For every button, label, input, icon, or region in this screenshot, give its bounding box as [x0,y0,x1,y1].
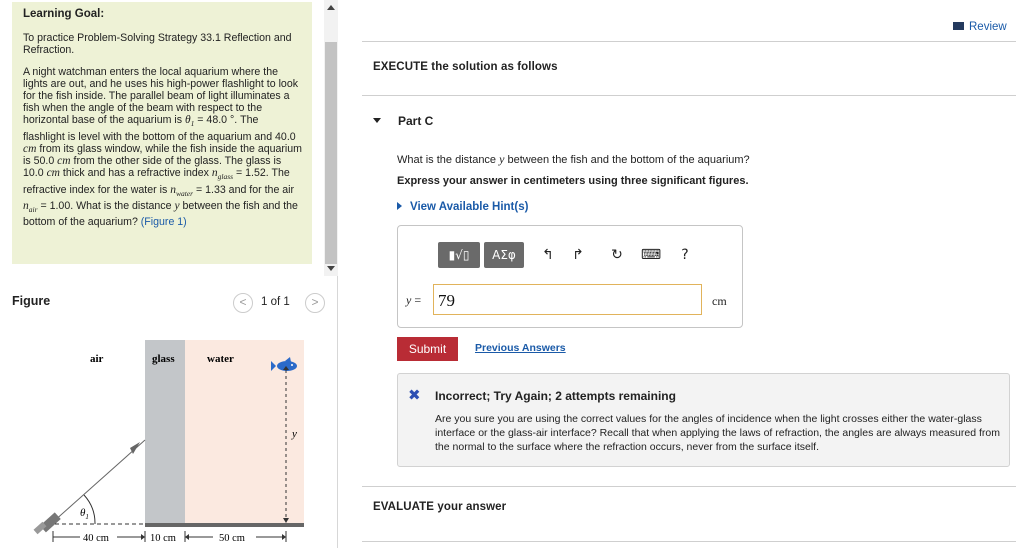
next-figure-button[interactable]: > [305,293,325,313]
learning-goal-title: Learning Goal: [23,8,105,20]
flashlight-icon [34,512,61,534]
part-c-toggle[interactable]: Part C [373,114,433,128]
aquarium-figure [0,330,338,548]
left-scrollbar[interactable] [324,0,338,276]
undo-icon[interactable]: ↰ [542,247,554,263]
divider [362,486,1016,487]
left-pane [0,0,338,548]
answer-variable-label: y = [406,293,422,307]
y-label: y [292,428,297,440]
keyboard-icon[interactable]: ⌨ [640,247,662,263]
execute-heading: EXECUTE the solution as follows [373,61,558,73]
scroll-down-arrow-icon[interactable] [327,266,335,271]
answer-box [397,225,743,328]
previous-answers-link[interactable]: Previous Answers [475,342,566,354]
divider [362,41,1016,42]
learning-goal-panel [12,2,312,264]
light-beam [53,440,145,522]
scroll-thumb[interactable] [325,42,337,264]
scroll-up-arrow-icon[interactable] [327,5,335,10]
glass-window [145,340,185,525]
aquarium-base [145,523,304,527]
learning-goal-intro: To practice Problem-Solving Strategy 33.1 Reflection and Refraction. [23,32,292,57]
book-icon [953,22,964,30]
templates-button[interactable]: ▮√▯ [438,242,480,268]
air-label: air [90,353,104,365]
submit-button[interactable]: Submit [397,337,458,361]
caret-down-icon [373,118,381,123]
feedback-text: Are you sure you are using the correct values for the angles of incidence when the light crosses either the water-glass interface or the glass-air interface? Recall that when applying the laws of refraction, the angles are always measured from the normal to the surface where the refraction occurs, never from the surface itself. [435,413,1000,453]
question-text: What is the distance y between the fish and the bottom of the aquarium? [397,152,750,166]
caret-right-icon [397,202,402,210]
incorrect-x-icon: ✖ [408,386,421,404]
distance-glass-label: 10 cm [150,533,176,544]
reset-icon[interactable]: ↻ [611,247,623,263]
divider [362,95,1016,96]
evaluate-heading: EVALUATE your answer [373,501,507,513]
review-link[interactable]: Review [953,21,1007,33]
view-hints-link[interactable]: View Available Hint(s) [397,201,528,213]
figure-link[interactable]: (Figure 1) [140,216,187,229]
answer-input[interactable] [433,284,702,315]
theta-label: $\theta_1$ [80,507,89,521]
distance-water-label: 50 cm [219,533,245,544]
divider [362,541,1016,542]
figure-pager [233,293,325,313]
figure-label: Figure [12,294,51,308]
answer-unit: cm [712,294,727,308]
figure-page-indicator: 1 of 1 [261,296,290,308]
prev-figure-button[interactable]: < [233,293,253,313]
feedback-title: Incorrect; Try Again; 2 attempts remaining [435,389,676,403]
answer-instruction: Express your answer in centimeters using three significant figures. [397,175,749,187]
problem-statement: A night watchman enters the local aquarium where the lights are out, and he uses his high-power flashlight to look for the fish inside. The parallel beam of light illuminates a fish when the angle of the beam with respect to the horizontal base of the aquarium is $\theta_1 = 48.0$ °. The flashlight is level with the bottom of the aquarium and 40.0 cm from its glass window, while the fish inside the aquarium is 50.0 cm from the other side of the glass. The glass is 10.0 cm thick and has a refractive index $n_{glass} = 1.52$. The refractive index for the water is $n_{water} = 1.33$ and for the air $n_{air} = 1.00$. What is the distance y between the fish and the bottom of the aquarium? (Figure 1) [23,65,302,229]
greek-symbols-button[interactable]: ΑΣφ [484,242,524,268]
help-icon[interactable]: ? [681,247,689,263]
glass-label: glass [152,353,175,365]
feedback-panel [397,373,1010,467]
distance-air-label: 40 cm [83,533,109,544]
redo-icon[interactable]: ↱ [572,247,584,263]
water-label: water [207,353,234,365]
